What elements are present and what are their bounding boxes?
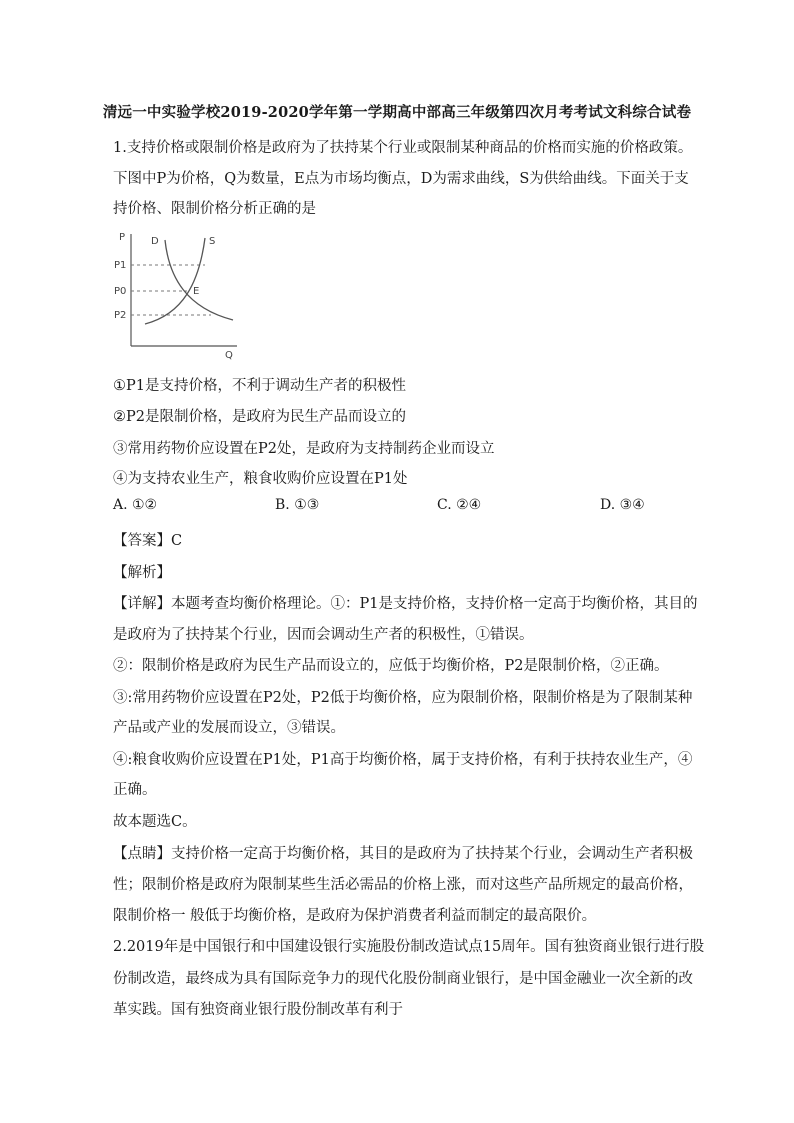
tick-label-p0: P0	[114, 286, 127, 297]
answer-line: 【答案】C	[113, 533, 183, 549]
q1-statement-3: ③常用药物价应设置在P2处，是政府为支持制药企业而设立	[113, 441, 495, 457]
explanation-line-4: ③:常用药物价应设置在P2处，P2低于均衡价格，应为限制价格，限制价格是为了限制某种	[113, 690, 693, 706]
q1-statement-1: ①P1是支持价格，不利于调动生产者的积极性	[113, 378, 406, 394]
option-a: A. ①②	[113, 497, 158, 513]
x-axis-label: Q	[225, 350, 233, 360]
explanation-line-1: 【详解】本题考查均衡价格理论。①：P1是支持价格，支持价格一定高于均衡价格，其目的	[113, 596, 698, 612]
demand-curve-label: D	[151, 236, 159, 247]
explanation-line-7: 正确。	[113, 782, 157, 798]
option-d: D. ③④	[600, 497, 645, 513]
option-c: C. ②④	[437, 497, 482, 513]
q1-statement-2: ②P2是限制价格，是政府为民生产品而设立的	[113, 409, 406, 425]
q2-stem-line-3: 革实践。国有独资商业银行股份制改革有利于	[113, 1002, 403, 1018]
tip-line-2: 性；限制价格是政府为限制某些生活必需品的价格上涨，而对这些产品所规定的最高价格，	[113, 877, 693, 893]
equilibrium-point-label: E	[193, 286, 200, 297]
tip-line-1: 【点睛】支持价格一定高于均衡价格，其目的是政府为了扶持某个行业，会调动生产者积极	[113, 846, 693, 862]
q1-stem-line-1: 1.支持价格或限制价格是政府为了扶持某个行业或限制某种商品的价格而实施的价格政策。	[113, 140, 693, 156]
supply-curve-label: S	[209, 236, 216, 247]
explanation-line-2: 是政府为了扶持某个行业，因而会调动生产者的积极性，①错误。	[113, 627, 534, 643]
supply-demand-diagram	[113, 228, 243, 360]
explanation-line-3: ②：限制价格是政府为民生产品而设立的，应低于均衡价格，P2是限制价格，②正确。	[113, 658, 669, 674]
y-axis-label: P	[119, 232, 126, 243]
tick-label-p2: P2	[114, 310, 127, 321]
option-b: B. ①③	[275, 497, 320, 513]
analysis-heading: 【解析】	[113, 565, 171, 581]
q2-stem-line-1: 2.2019年是中国银行和中国建设银行实施股份制改造试点15周年。国有独资商业银行进行股	[113, 939, 705, 955]
q1-stem-line-3: 持价格、限制价格分析正确的是	[113, 201, 316, 217]
explanation-line-5: 产品或产业的发展而设立，③错误。	[113, 720, 345, 736]
tip-line-3: 限制价格一 般低于均衡价格，是政府为保护消费者利益而制定的最高限价。	[113, 908, 597, 924]
supply-demand-figure	[113, 228, 243, 360]
explanation-line-8: 故本题选C。	[113, 814, 197, 830]
supply-curve	[145, 238, 205, 324]
exam-title: 清远一中实验学校2019-2020学年第一学期高中部高三年级第四次月考考试文科综合试卷	[102, 104, 692, 121]
q1-statement-4: ④为支持农业生产，粮食收购价应设置在P1处	[113, 471, 408, 487]
q2-stem-line-2: 份制改造，最终成为具有国际竞争力的现代化股份制商业银行，是中国金融业一次全新的改	[113, 971, 693, 987]
explanation-line-6: ④:粮食收购价应设置在P1处，P1高于均衡价格，属于支持价格，有利于扶持农业生产，④	[113, 752, 693, 768]
tick-label-p1: P1	[114, 260, 127, 271]
q1-stem-line-2: 下图中P为价格，Q为数量，E点为市场均衡点，D为需求曲线，S为供给曲线。下面关于支	[113, 171, 689, 187]
